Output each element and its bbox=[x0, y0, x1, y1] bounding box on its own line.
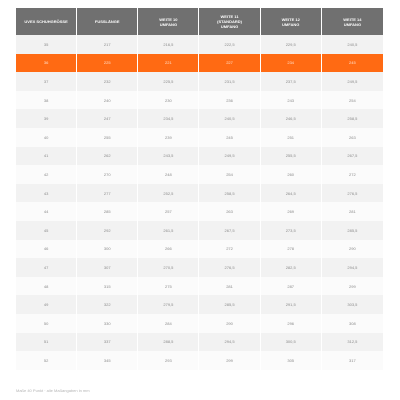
table-row bbox=[16, 258, 383, 277]
table-row bbox=[16, 147, 383, 166]
column-header bbox=[261, 8, 322, 35]
table-cell: 337 bbox=[77, 333, 138, 352]
table-cell: 225 bbox=[77, 54, 138, 73]
table-cell: 240 bbox=[77, 91, 138, 110]
table-cell: 221 bbox=[138, 54, 199, 73]
table-cell: 276,5 bbox=[322, 184, 383, 203]
table-cell: 264,5 bbox=[261, 184, 322, 203]
table-cell: 291,5 bbox=[261, 295, 322, 314]
table-cell: 52 bbox=[16, 351, 77, 370]
table-cell: 240,5 bbox=[322, 35, 383, 54]
table-cell: 232 bbox=[77, 72, 138, 91]
table-cell: 300,5 bbox=[261, 333, 322, 352]
table-row bbox=[16, 165, 383, 184]
table-row bbox=[16, 277, 383, 296]
table-cell: 40 bbox=[16, 128, 77, 147]
table-cell: 237,5 bbox=[261, 72, 322, 91]
table-cell: 300 bbox=[77, 240, 138, 259]
table-cell: 284 bbox=[138, 314, 199, 333]
table-cell: 263 bbox=[322, 128, 383, 147]
table-cell: 322 bbox=[77, 295, 138, 314]
table-row bbox=[16, 314, 383, 333]
table-cell: 216,5 bbox=[138, 35, 199, 54]
column-header-line: FUSSLÄNGE bbox=[94, 19, 120, 24]
table-row bbox=[16, 333, 383, 352]
column-header bbox=[77, 8, 138, 35]
table-row bbox=[16, 109, 383, 128]
table-row bbox=[16, 295, 383, 314]
column-header-line: UVEX SCHUHGRÖSSE bbox=[24, 19, 68, 24]
table-cell: 294,5 bbox=[199, 333, 260, 352]
table-cell: 281 bbox=[322, 202, 383, 221]
table-cell: 37 bbox=[16, 72, 77, 91]
table-cell: 290 bbox=[199, 314, 260, 333]
table-cell: 42 bbox=[16, 165, 77, 184]
table-cell: 263 bbox=[199, 202, 260, 221]
table-cell: 249,5 bbox=[199, 147, 260, 166]
table-row bbox=[16, 240, 383, 259]
table-body bbox=[16, 35, 383, 370]
table-cell: 243 bbox=[261, 91, 322, 110]
table-cell: 230 bbox=[138, 91, 199, 110]
table-row bbox=[16, 91, 383, 110]
footnote: Maße 40 Punkt · alle Maßangaben in mm bbox=[16, 388, 90, 393]
table-cell: 266 bbox=[138, 240, 199, 259]
table-cell: 278 bbox=[261, 240, 322, 259]
table-cell: 270,5 bbox=[138, 258, 199, 277]
table-cell: 272 bbox=[322, 165, 383, 184]
table-cell: 285,5 bbox=[322, 221, 383, 240]
column-header bbox=[16, 8, 77, 35]
table-cell: 249,5 bbox=[322, 72, 383, 91]
table-cell: 288,5 bbox=[138, 333, 199, 352]
table-cell: 308 bbox=[322, 314, 383, 333]
table-cell: 36 bbox=[16, 54, 77, 73]
table-cell: 299 bbox=[322, 277, 383, 296]
table-cell: 43 bbox=[16, 184, 77, 203]
column-header-line: WEITE 12 bbox=[281, 16, 300, 22]
table-cell: 39 bbox=[16, 109, 77, 128]
table-cell: 217 bbox=[77, 35, 138, 54]
table-cell: 275 bbox=[138, 277, 199, 296]
table-cell: 285 bbox=[77, 202, 138, 221]
table-cell: 225,5 bbox=[138, 72, 199, 91]
table-cell: 255,5 bbox=[261, 147, 322, 166]
table-cell: 48 bbox=[16, 277, 77, 296]
table-cell: 50 bbox=[16, 314, 77, 333]
table-cell: 303,5 bbox=[322, 295, 383, 314]
table-cell: 317 bbox=[322, 351, 383, 370]
column-header-line: WEITE 11 bbox=[220, 14, 239, 19]
table-cell: 231,5 bbox=[199, 72, 260, 91]
table-cell: 261,5 bbox=[138, 221, 199, 240]
table-cell: 229,5 bbox=[261, 35, 322, 54]
table-row bbox=[16, 184, 383, 203]
table-cell: 245 bbox=[199, 128, 260, 147]
table-cell: 330 bbox=[77, 314, 138, 333]
table-cell: 299 bbox=[199, 351, 260, 370]
column-header-line: UMFANG bbox=[282, 21, 300, 27]
table-cell: 255 bbox=[77, 128, 138, 147]
table-cell: 254 bbox=[199, 165, 260, 184]
column-header bbox=[322, 8, 383, 35]
table-cell: 260 bbox=[261, 165, 322, 184]
table-cell: 38 bbox=[16, 91, 77, 110]
table-cell: 234 bbox=[261, 54, 322, 73]
table-cell: 47 bbox=[16, 258, 77, 277]
table-cell: 239 bbox=[138, 128, 199, 147]
column-header-line: WEITE 14 bbox=[343, 16, 362, 22]
table-cell: 254 bbox=[322, 91, 383, 110]
table-cell: 277 bbox=[77, 184, 138, 203]
table-cell: 287 bbox=[261, 277, 322, 296]
table-cell: 305 bbox=[261, 351, 322, 370]
table-cell: 258,5 bbox=[199, 184, 260, 203]
table-header-row bbox=[16, 8, 383, 35]
table-cell: 246,5 bbox=[261, 109, 322, 128]
table-cell: 49 bbox=[16, 295, 77, 314]
table-cell: 240,5 bbox=[199, 109, 260, 128]
table-cell: 290 bbox=[322, 240, 383, 259]
table-cell: 35 bbox=[16, 35, 77, 54]
column-header-line: (STANDARD) bbox=[217, 19, 242, 24]
table-row bbox=[16, 221, 383, 240]
table-cell: 45 bbox=[16, 221, 77, 240]
table-cell: 272 bbox=[199, 240, 260, 259]
table-row bbox=[16, 351, 383, 370]
table-cell: 312,5 bbox=[322, 333, 383, 352]
table-cell: 292 bbox=[77, 221, 138, 240]
table-cell: 315 bbox=[77, 277, 138, 296]
column-header-line: WEITE 10 bbox=[159, 16, 178, 22]
table-row bbox=[16, 202, 383, 221]
table-cell: 234,5 bbox=[138, 109, 199, 128]
table-cell: 296 bbox=[261, 314, 322, 333]
table-row bbox=[16, 35, 383, 54]
column-header bbox=[138, 8, 199, 35]
table-cell: 267,5 bbox=[322, 147, 383, 166]
table-cell: 276,5 bbox=[199, 258, 260, 277]
table-cell: 281 bbox=[199, 277, 260, 296]
table-cell: 345 bbox=[77, 351, 138, 370]
column-header-line: UMFANG bbox=[159, 21, 178, 27]
column-header-line: UMFANG bbox=[343, 21, 362, 27]
table-cell: 294,5 bbox=[322, 258, 383, 277]
column-header bbox=[199, 8, 260, 35]
table-cell: 257 bbox=[138, 202, 199, 221]
size-table bbox=[16, 8, 383, 370]
table-cell: 51 bbox=[16, 333, 77, 352]
table-cell: 269 bbox=[261, 202, 322, 221]
table-cell: 262 bbox=[77, 147, 138, 166]
table-cell: 236 bbox=[199, 91, 260, 110]
table-cell: 285,5 bbox=[199, 295, 260, 314]
table-cell: 307 bbox=[77, 258, 138, 277]
table-cell: 252,5 bbox=[138, 184, 199, 203]
table-row bbox=[16, 72, 383, 91]
table-cell: 46 bbox=[16, 240, 77, 259]
table-cell: 251 bbox=[261, 128, 322, 147]
table-cell: 247 bbox=[77, 109, 138, 128]
table-cell: 44 bbox=[16, 202, 77, 221]
table-cell: 267,5 bbox=[199, 221, 260, 240]
table-cell: 282,5 bbox=[261, 258, 322, 277]
table-cell: 222,5 bbox=[199, 35, 260, 54]
column-header-line: UMFANG bbox=[220, 24, 239, 29]
table-cell: 258,5 bbox=[322, 109, 383, 128]
table-cell: 243,5 bbox=[138, 147, 199, 166]
table-cell: 279,5 bbox=[138, 295, 199, 314]
table-cell: 248 bbox=[138, 165, 199, 184]
table-row bbox=[16, 128, 383, 147]
table-cell: 273,5 bbox=[261, 221, 322, 240]
table-cell: 293 bbox=[138, 351, 199, 370]
table-cell: 41 bbox=[16, 147, 77, 166]
table-cell: 227 bbox=[199, 54, 260, 73]
table-row bbox=[16, 54, 383, 73]
table-cell: 245 bbox=[322, 54, 383, 73]
table-cell: 270 bbox=[77, 165, 138, 184]
